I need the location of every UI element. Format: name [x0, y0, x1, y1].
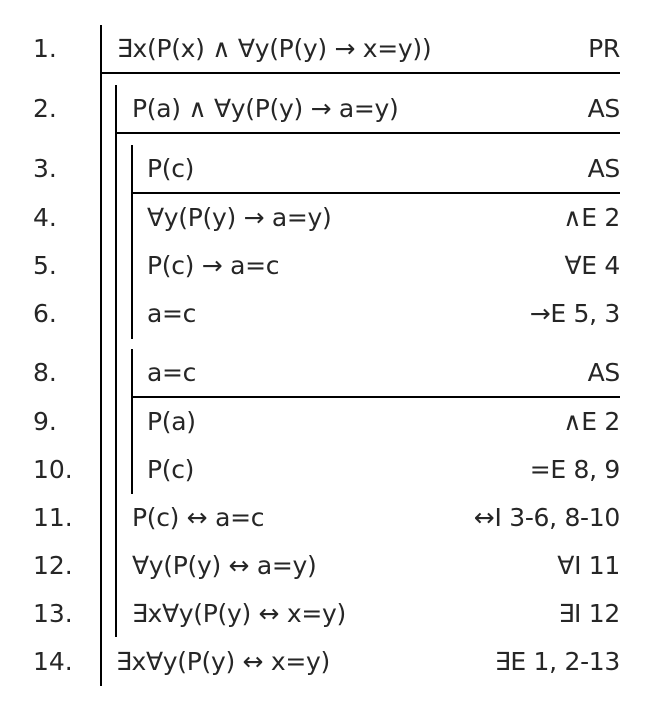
formula: a=c: [147, 358, 197, 387]
proof-line: [0, 494, 660, 542]
proof-line: [0, 242, 660, 290]
justification: ∧E 2: [563, 203, 620, 232]
line-number: 3.: [33, 154, 57, 183]
line-number: 4.: [33, 203, 57, 232]
formula: P(a): [147, 407, 196, 436]
justification: ∃E 1, 2-13: [494, 647, 620, 676]
justification: AS: [587, 358, 620, 387]
formula: ∃x∀y(P(y) ↔ x=y): [116, 647, 330, 676]
formula: ∀y(P(y) ↔ a=y): [132, 551, 317, 580]
line-number: 1.: [33, 34, 57, 63]
justification: ∀E 4: [564, 251, 620, 280]
proof-line: [0, 542, 660, 590]
proof-line: [0, 25, 660, 73]
line-number: 11.: [33, 503, 73, 532]
formula: ∃x(P(x) ∧ ∀y(P(y) → x=y)): [117, 34, 432, 63]
formula: P(c) ↔ a=c: [132, 503, 265, 532]
proof-line: [0, 638, 660, 686]
justification: PR: [588, 34, 620, 63]
justification: AS: [587, 154, 620, 183]
proof-line: [0, 194, 660, 242]
justification: ∧E 2: [563, 407, 620, 436]
proof-line: [0, 145, 660, 193]
formula: P(a) ∧ ∀y(P(y) → a=y): [132, 94, 399, 123]
formula: ∀y(P(y) → a=y): [147, 203, 332, 232]
line-number: 14.: [33, 647, 73, 676]
line-number: 12.: [33, 551, 73, 580]
line-number: 6.: [33, 299, 57, 328]
line-number: 9.: [33, 407, 57, 436]
justification: =E 8, 9: [529, 455, 620, 484]
justification: ↔I 3-6, 8-10: [473, 503, 620, 532]
formula: P(c) → a=c: [147, 251, 280, 280]
justification: ∃I 12: [558, 599, 620, 628]
line-number: 2.: [33, 94, 57, 123]
line-number: 10.: [33, 455, 73, 484]
formula: P(c): [147, 154, 195, 183]
justification: ∀I 11: [557, 551, 620, 580]
proof-line: [0, 85, 660, 133]
line-number: 8.: [33, 358, 57, 387]
justification: AS: [587, 94, 620, 123]
line-number: 5.: [33, 251, 57, 280]
justification: →E 5, 3: [529, 299, 620, 328]
proof-line: [0, 446, 660, 494]
proof-line: [0, 290, 660, 338]
formula: P(c): [147, 455, 195, 484]
formula: a=c: [147, 299, 197, 328]
proof-line: [0, 349, 660, 397]
formula: ∃x∀y(P(y) ↔ x=y): [132, 599, 346, 628]
line-number: 13.: [33, 599, 73, 628]
proof-line: [0, 590, 660, 638]
proof-line: [0, 398, 660, 446]
